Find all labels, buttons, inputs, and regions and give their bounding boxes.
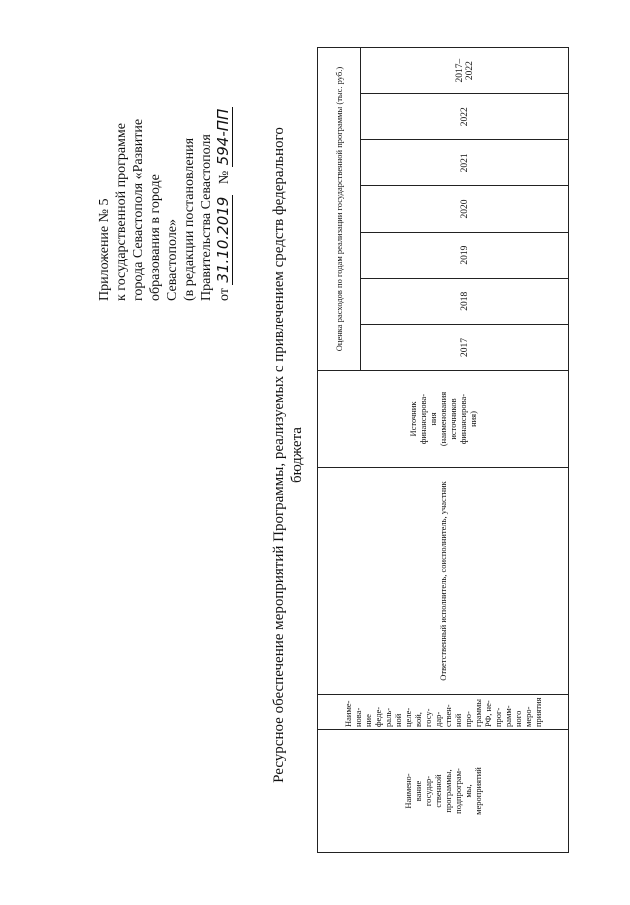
appendix-line: образования в городе xyxy=(148,174,163,301)
appendix-header xyxy=(96,41,233,301)
appendix-line: Правительства Севастополя xyxy=(199,134,214,301)
document-title xyxy=(270,65,306,845)
appendix-line: города Севастополя «Развитие xyxy=(131,118,146,301)
handwritten-number: 594-ПП xyxy=(214,108,232,166)
appendix-line: Севастополе» xyxy=(165,218,180,301)
header-cost-estimate: Оценка расходов по годам реализации государственной программы (тыс. руб.) xyxy=(318,48,361,371)
appendix-date-line xyxy=(215,41,233,301)
year-cell: 2022 xyxy=(361,94,569,140)
handwritten-date: 31.10.2019 xyxy=(214,196,232,283)
title-line-2: бюджета xyxy=(289,427,305,483)
header-program-name: Наимено- вание государ- ственной программы, подпрограм- мы, мероприятий xyxy=(318,730,569,853)
year-cell: 2019 xyxy=(361,232,569,278)
appendix-line: (в редакции постановления xyxy=(182,137,197,301)
table-header-row xyxy=(318,48,361,853)
year-cell: 2017 xyxy=(361,324,569,370)
date-prefix: от xyxy=(217,288,232,301)
year-cell: 2021 xyxy=(361,140,569,186)
year-cell: 2017–2022 xyxy=(361,48,569,94)
appendix-line: к государственной программе xyxy=(114,123,129,301)
number-prefix: № xyxy=(217,170,232,185)
appendix-line: Приложение № 5 xyxy=(97,198,112,301)
year-cell: 2018 xyxy=(361,278,569,324)
year-cell: 2020 xyxy=(361,186,569,232)
resource-table xyxy=(317,47,569,853)
title-line-1: Ресурсное обеспечение мероприятий Программы, реализуемых с привлечением средств федерального xyxy=(271,127,287,783)
header-executor: Ответственный исполнитель, соисполнитель, участник xyxy=(318,468,569,695)
header-federal-program: Наиме- нова- ние феде- раль- ной целе- вой, госу- дар- ствен- ной про- граммы РФ, не- прог- рамм- ного меро- приятия xyxy=(318,695,569,730)
header-funding-source: Источник финансирова- ния (наименования источников финансирова- ния) xyxy=(318,371,569,468)
